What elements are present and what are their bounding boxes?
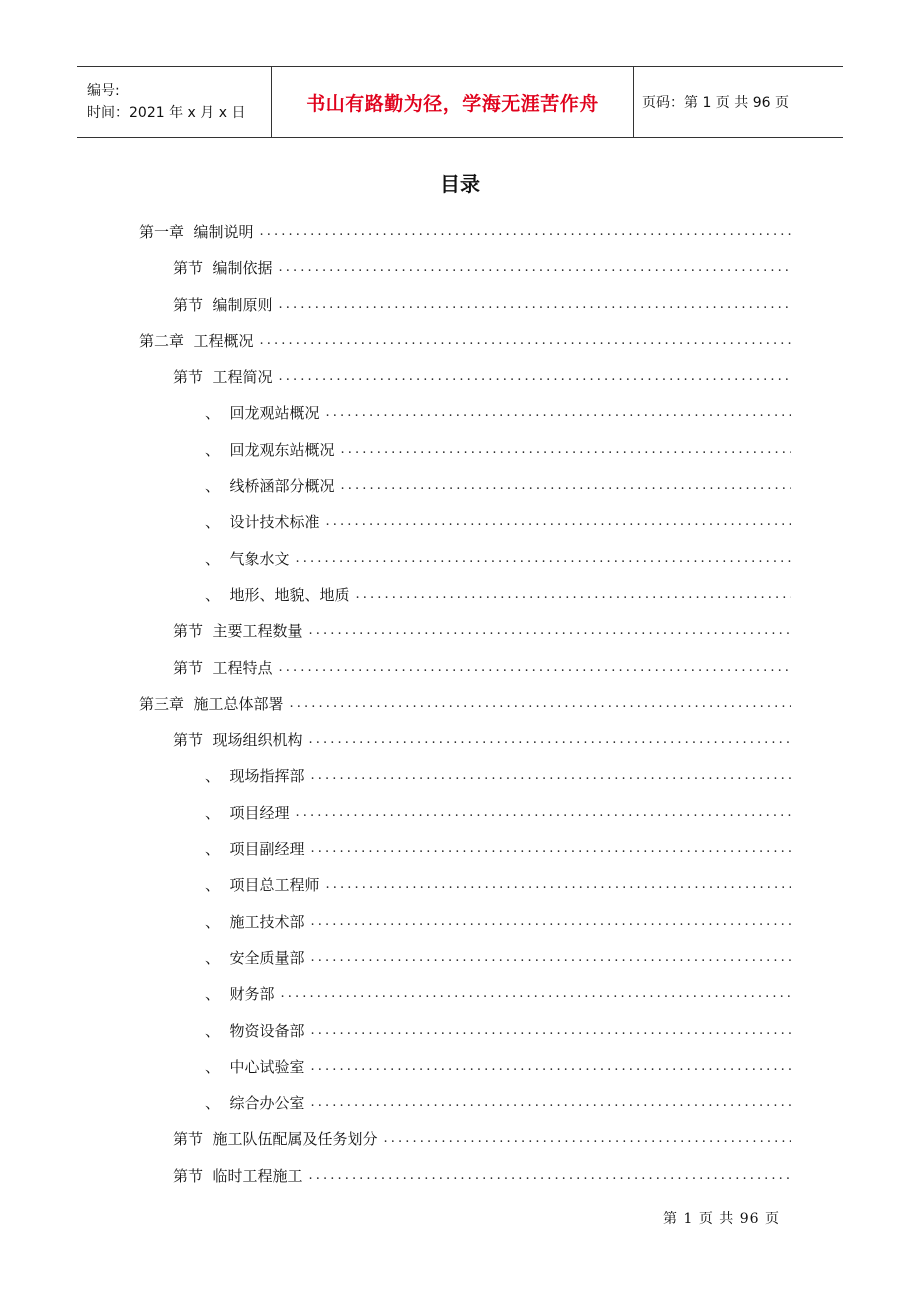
header-page-info: 页码：第 1 页 共 96 页 xyxy=(642,95,789,111)
toc-dot-leader xyxy=(311,912,791,932)
document-number-label: 编号: xyxy=(87,83,120,99)
toc-dot-leader xyxy=(281,984,791,1004)
toc-entry-text: 第节 临时工程施工 xyxy=(173,1166,303,1185)
toc-entry-text: 第节 编制原则 xyxy=(173,295,273,314)
toc-entry-text: 、 回龙观站概况 xyxy=(205,404,320,423)
toc-dot-leader xyxy=(296,549,791,569)
toc-dot-leader xyxy=(341,440,791,460)
toc-entry[interactable] xyxy=(0,476,920,512)
toc-entry[interactable] xyxy=(0,984,920,1020)
toc-entry[interactable] xyxy=(0,1093,920,1129)
toc-dot-leader xyxy=(356,585,791,605)
toc-entry-text: 、 综合办公室 xyxy=(205,1094,305,1113)
toc-entry[interactable] xyxy=(0,222,920,258)
document-header xyxy=(77,66,843,138)
toc-dot-leader xyxy=(341,476,791,496)
toc-entry-text: 、 线桥涵部分概况 xyxy=(205,477,335,496)
toc-title: 目录 xyxy=(440,172,480,196)
toc-entry[interactable] xyxy=(0,331,920,367)
toc-entry[interactable] xyxy=(0,803,920,839)
toc-entry-text: 、 设计技术标准 xyxy=(205,513,320,532)
toc-entry-text: 第节 工程简况 xyxy=(173,368,273,387)
toc-entry[interactable] xyxy=(0,403,920,439)
toc-entry[interactable] xyxy=(0,258,920,294)
toc-entry-text: 、 回龙观东站概况 xyxy=(205,440,335,459)
toc-dot-leader xyxy=(279,258,791,278)
page-footer: 第 1 页 共 96 页 xyxy=(663,1211,780,1227)
toc-dot-leader xyxy=(279,658,791,678)
toc-dot-leader xyxy=(260,222,791,242)
toc-entry[interactable] xyxy=(0,839,920,875)
toc-dot-leader xyxy=(311,1057,791,1077)
toc-entry[interactable] xyxy=(0,549,920,585)
toc-entry-text: 、 现场指挥部 xyxy=(205,767,305,786)
toc-dot-leader xyxy=(290,694,791,714)
toc-entry-text: 、 中心试验室 xyxy=(205,1057,305,1076)
toc-entry[interactable] xyxy=(0,512,920,548)
toc-entry-text: 、 项目总工程师 xyxy=(205,876,320,895)
toc-dot-leader xyxy=(311,1021,791,1041)
toc-entry[interactable] xyxy=(0,766,920,802)
toc-dot-leader xyxy=(279,295,791,315)
header-meta xyxy=(77,67,272,137)
toc-entry-text: 、 安全质量部 xyxy=(205,948,305,967)
toc-entry-text: 第节 现场组织机构 xyxy=(173,731,303,750)
toc-entry-text: 、 气象水文 xyxy=(205,549,290,568)
toc-entry-text: 第二章 工程概况 xyxy=(139,331,254,350)
toc-entry-text: 第节 工程特点 xyxy=(173,658,273,677)
toc-entry[interactable] xyxy=(0,948,920,984)
toc-entry-text: 、 地形、地貌、地质 xyxy=(205,585,350,604)
toc-entry[interactable] xyxy=(0,1129,920,1165)
toc-dot-leader xyxy=(260,331,791,351)
toc-entry-text: 第三章 施工总体部署 xyxy=(139,694,284,713)
toc-dot-leader xyxy=(309,1166,791,1186)
toc-dot-leader xyxy=(311,839,791,859)
document-date: 时间：2021 年 x 月 x 日 xyxy=(87,105,246,121)
toc-entry[interactable] xyxy=(0,658,920,694)
toc-entry[interactable] xyxy=(0,367,920,403)
toc-dot-leader xyxy=(311,948,791,968)
toc-entry[interactable] xyxy=(0,875,920,911)
toc-entry[interactable] xyxy=(0,621,920,657)
toc-entry-text: 、 项目经理 xyxy=(205,803,290,822)
toc-dot-leader xyxy=(384,1129,791,1149)
toc-entry[interactable] xyxy=(0,440,920,476)
toc-entry-text: 第节 主要工程数量 xyxy=(173,622,303,641)
toc-entry[interactable] xyxy=(0,1057,920,1093)
toc-entry-text: 、 财务部 xyxy=(205,985,275,1004)
toc-entry[interactable] xyxy=(0,1166,920,1202)
toc-entry[interactable] xyxy=(0,585,920,621)
toc-entry-text: 、 施工技术部 xyxy=(205,912,305,931)
toc-entry[interactable] xyxy=(0,730,920,766)
toc-entry-text: 、 项目副经理 xyxy=(205,840,305,859)
header-motto: 书山有路勤为径，学海无涯苦作舟 xyxy=(272,67,634,137)
toc-entry-text: 第一章 编制说明 xyxy=(139,223,254,241)
toc-entry-text: 、 物资设备部 xyxy=(205,1021,305,1040)
toc-entry[interactable] xyxy=(0,1021,920,1057)
toc-dot-leader xyxy=(326,875,791,895)
toc-dot-leader xyxy=(309,730,791,750)
toc-entry[interactable] xyxy=(0,295,920,331)
toc-entry[interactable] xyxy=(0,694,920,730)
toc-dot-leader xyxy=(309,621,791,641)
toc-entry-text: 第节 施工队伍配属及任务划分 xyxy=(173,1130,378,1149)
toc-dot-leader xyxy=(326,403,791,423)
toc-dot-leader xyxy=(311,766,791,786)
toc-dot-leader xyxy=(296,803,791,823)
table-of-contents xyxy=(0,222,920,1202)
toc-dot-leader xyxy=(279,367,791,387)
toc-entry-text: 第节 编制依据 xyxy=(173,259,273,278)
toc-entry[interactable] xyxy=(0,912,920,948)
toc-dot-leader xyxy=(311,1093,791,1113)
toc-dot-leader xyxy=(326,512,791,532)
